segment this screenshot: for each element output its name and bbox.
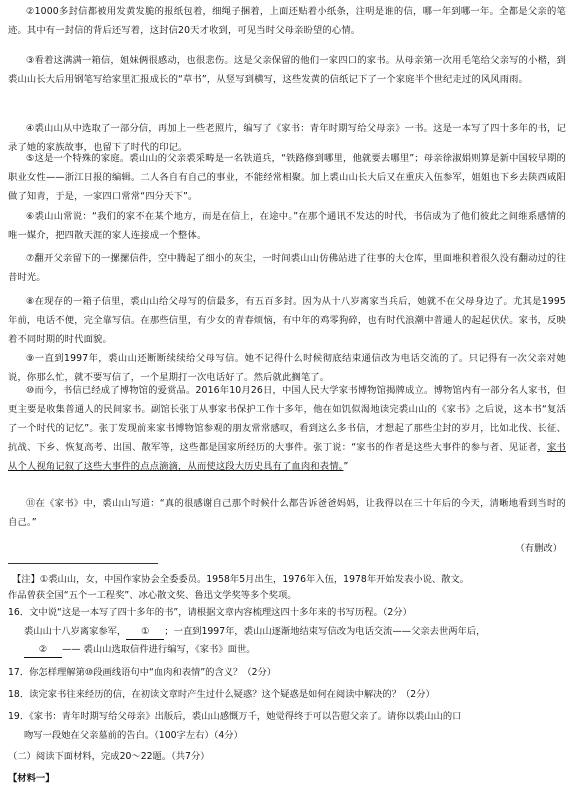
- paragraph-6: ⑥裘山山常说：“我们的家不在某个地方，而是在信上，在途中。”在那个通讯不发达的时代，书信成为了他们彼此之间维系感情的唯一媒介，把四散天涯的家人连接成一个整体。: [8, 211, 566, 241]
- paragraph-2: ②1000多封信都被用发黄发脆的报纸包着，细绳子捆着，上面还贴着小纸条，注明是谁的信，哪一年到哪一年。全都是父亲的笔迹。其中有一封信的背后还写着，这封信20天才收到，可见当时父母亲盼望的心情。: [8, 6, 566, 36]
- paragraph-5: ⑤这是一个特殊的家庭。裘山山的父亲裘采畴是一名铁道兵，“铁路修到哪里，他就要去哪里”；母亲徐淑娟则算是新中国较早期的职业女性——浙江日报的编辑。二人各自有自己的事业，不能经常相聚。加上裘山山长大后又在重庆入伍参军，姐姐也下乡去陕西咸阳做了知青，于是，一家四口常常“四分天下”。: [8, 153, 566, 202]
- question-17: 17．你怎样理解第⑩段画线语句中“血肉和表情”的含义？（2分）: [8, 667, 277, 678]
- paragraph-7: ⑦翻开父亲留下的一摞摞信件，空中腾起了细小的灰尘，一时间裘山山仿佛站进了往事的大仓库，里面堆积着很久没有翻动过的往昔时光。: [8, 253, 566, 283]
- question-19-line-1: 19．《家书：青年时期写给父母亲》出版后，裘山山感慨万千，她觉得终于可以告慰父亲了。请你以裘山山的口: [8, 711, 462, 722]
- question-19-line-2: 吻写一段她在父亲墓前的告白。（100字左右）（4分）: [24, 730, 243, 741]
- paragraph-10-text: ⑩而今，书信已经成了博物馆的爱赏品。2016年10月26日，中国人民大学家书博物馆揭牌成立。博物馆内有一部分名人家书，但更主要是收集普通人的民间家书。副馆长张丁从事家书保护工作十多年，他在如饥似渴地读完裘山山的《家书》之后说，这本书“复活了一个时代的记忆”。张丁发现前来家书博物馆参观的朋友常常感叹，看到这么多书信，才想起了那些尘封的岁月，比如北伐、长征、抗战、下乡、恢复高考、出国、散军等，这些都是国家所经历的大事件。张丁说：“家书的作者是这些大事件的参与者、见证者，: [8, 385, 566, 453]
- paragraph-11: ⑪在《家书》中，裘山山写道：“真的很感谢自己那个时候什么都告诉爸爸妈妈，让我得以在三十年后的今天，清晰地看到当时的自己。”: [8, 498, 566, 528]
- answer-blank-2[interactable]: ②: [24, 642, 62, 658]
- question-16-stem: 16．文中说“这是一本写了四十多年的书”，请根据文章内容梳理这四十多年来的书写历程。（2分）: [8, 607, 412, 618]
- question-18: 18．读完家书往来经历的信，在初读文章时产生过什么疑惑？这个疑惑是如何在阅读中解决的？（2分）: [8, 689, 435, 700]
- question-16-line-2: [24, 642, 256, 658]
- paragraph-9: ⑨一直到1997年，裘山山还断断续续给父母写信。她不记得什么时候彻底结束通信改为电话交流的了。只记得有一次父亲对她说，你那么忙，就不要写信了，一个星期打一次电话好了。然后就此搁笔了。: [8, 353, 566, 383]
- paragraph-3: ③看着这满满一箱信，姐妹俩很感动，也很悲伤。这是父亲保留的他们一家四口的家书。从母亲第一次用毛笔给父亲写的小楷，到裘山山长大后用钢笔写给家里汇报成长的“草书”，从竖写到横写，这些发黄的信纸记下了一个家庭半个世纪走过的风风雨雨。: [8, 55, 566, 85]
- note-line-1: 【注】①裘山山，女，中国作家协会全委委员。1958年5月出生，1976年入伍，1978年开始发表小说、散文。: [12, 574, 470, 585]
- paragraph-10: [8, 381, 566, 476]
- paragraph-10-end: ”: [343, 461, 349, 472]
- paragraph-4: ④裘山山从中选取了一部分信，再加上一些老照片，编写了《家书：青年时期写给父母亲》一书。这是一本写了四十多年的书，记录了她的家族故事，也留下了时代的印记。: [8, 123, 566, 153]
- note-line-2: 作品曾获全国“五个一工程奖”、冰心散文奖、鲁迅文学奖等多个奖项。: [8, 590, 297, 601]
- paragraph-8: ⑧在现存的一箱子信里，裘山山给父母写的信最多，有五百多封。因为从十八岁离家当兵后，她就不在父母身边了。尤其是1995年前，电话不便，完全靠写信。在那些信里，有少女的青春烦恼，有中年的鸡零狗碎，也有时代浪潮中普通人的起起伏伏。家书，反映着不同时期的时代面貌。: [8, 296, 566, 345]
- q16-text-b: ；一直到1997年，裘山山逐渐地结束写信改为电话交流——父亲去世两年后，: [164, 626, 486, 637]
- q16-text-a: 裘山山十八岁离家参军，: [24, 626, 127, 637]
- section-2-heading: （二）阅读下面材料，完成20～22题。（共7分）: [8, 751, 210, 762]
- attribution: （有删改）: [515, 543, 562, 554]
- material-1-heading: 【材料一】: [8, 773, 55, 784]
- answer-blank-1[interactable]: ①: [126, 624, 164, 640]
- underlined-sentence: 家书从个人视角记叙了这些大事件的点点滴滴，从而使这段大历史具有了血肉和表情。: [8, 442, 566, 472]
- note-divider: [8, 563, 158, 564]
- q16-text-c: —— 裘山山选取信件进行编写，《家书》面世。: [62, 644, 256, 655]
- question-16-line-1: [24, 624, 485, 640]
